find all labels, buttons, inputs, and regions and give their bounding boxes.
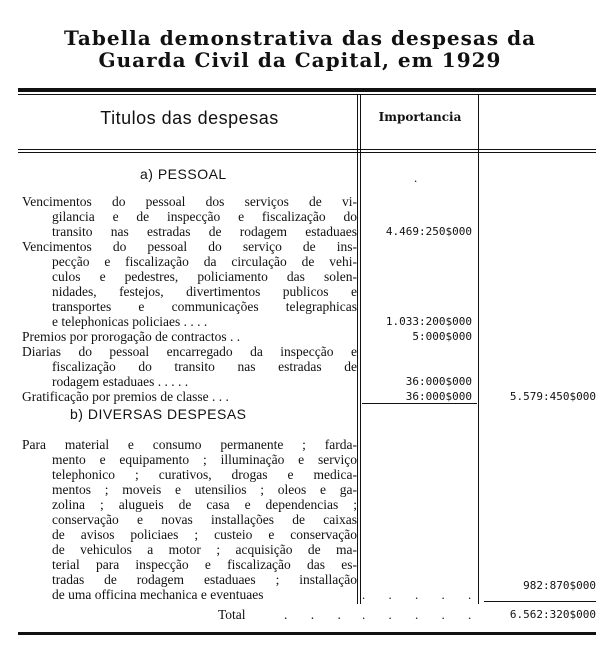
value-vencimentos-inspeccao: 1.033:200$000	[385, 315, 472, 328]
value-subtotal-pessoal: 5.579:450$000	[509, 390, 596, 403]
text-line: de avisos policiaes ; custeio e conservação	[52, 527, 357, 542]
text-line: nidades, festejos, divertimentos publicos e	[52, 284, 357, 299]
bottom-rule	[18, 632, 596, 635]
text-line: Premios por prorogação de contractos . .	[22, 329, 241, 344]
column-divider-1a	[357, 94, 358, 604]
text-line: Vencimentos do pessoal dos serviços de vi-	[22, 194, 357, 209]
text-line: terial para inspecção e fiscalização das es-	[52, 557, 357, 572]
column-divider-2	[478, 94, 479, 604]
text-line: Diarias do pessoal encarregado da inspecção e	[22, 344, 357, 359]
section-heading-diversas: b) DIVERSAS DESPESAS	[70, 406, 247, 422]
text-line: telephonico ; curativos, drogas e medica-	[52, 467, 357, 482]
text-line: transportes e communicações telegraphicas	[52, 299, 357, 314]
text-line: de vehiculos a motor ; acquisição de ma-	[52, 542, 357, 557]
total-row	[22, 607, 357, 623]
text-line: fiscalização do transito nas estradas de	[52, 359, 357, 374]
document-title-line-1: Tabella demonstrativa das despesas da	[63, 26, 537, 50]
text-line: culos e pedestres, policiamento das solen-	[52, 269, 357, 284]
text-line: conservação e novas installações de caixas	[52, 512, 357, 527]
text-line: transito nas estradas de rodagem estaduaes	[52, 224, 357, 239]
text-line: mentos ; moveis e utensilios ; oleos e ga-	[52, 482, 357, 497]
header-importancia: Importancia	[378, 110, 462, 124]
text-line: rodagem estaduaes . . . . .	[52, 374, 189, 389]
total-label: Total	[218, 607, 246, 622]
header-rule-2	[18, 152, 596, 153]
document-title-line-2: Guarda Civil da Capital, em 1929	[98, 48, 502, 72]
top-thick-rule	[18, 88, 596, 92]
total-rule	[484, 601, 596, 602]
section-heading-pessoal: a) PESSOAL	[140, 166, 227, 182]
text-line: gilancia e de inspecção e fiscalização do	[52, 209, 357, 224]
text-line: Vencimentos do pessoal do serviço de ins-	[22, 239, 357, 254]
text-line: pecção e fiscalização da circulação de vehi-	[52, 254, 357, 269]
dot-leader: . . .	[284, 607, 351, 622]
dot-leader: . . . . .	[362, 607, 482, 622]
text-line: Gratificação por premios de classe . . .	[22, 389, 229, 404]
subtotal-rule	[362, 403, 477, 404]
value-total: 6.562:320$000	[509, 608, 596, 621]
value-material: 982:870$000	[523, 579, 596, 592]
value-premios: 5:000$000	[412, 330, 472, 343]
header-rule-1	[18, 149, 596, 150]
dot-leader: .	[414, 170, 428, 185]
dot-leader: . . . . .	[362, 587, 482, 602]
value-vencimentos-vigilancia: 4.469:250$000	[385, 225, 472, 238]
text-line: de uma officina mechanica e eventuaes	[52, 587, 264, 602]
value-diarias: 36:000$000	[405, 375, 472, 388]
top-thin-rule	[18, 94, 596, 95]
column-divider-1b	[360, 94, 361, 604]
text-line: Para material e consumo permanente ; farda-	[22, 437, 357, 452]
header-titulos: Titulos das despesas	[100, 108, 279, 128]
value-gratificacao: 36:000$000	[405, 390, 472, 403]
text-line: mento e equipamento ; illuminação e serviço	[52, 452, 357, 467]
text-line: zolina ; alugueis de casa e dependencias ;	[52, 497, 357, 512]
text-line: e telephonicas policiaes . . . .	[52, 314, 208, 329]
text-line: tradas de rodagem estaduaes ; installação	[52, 572, 357, 587]
